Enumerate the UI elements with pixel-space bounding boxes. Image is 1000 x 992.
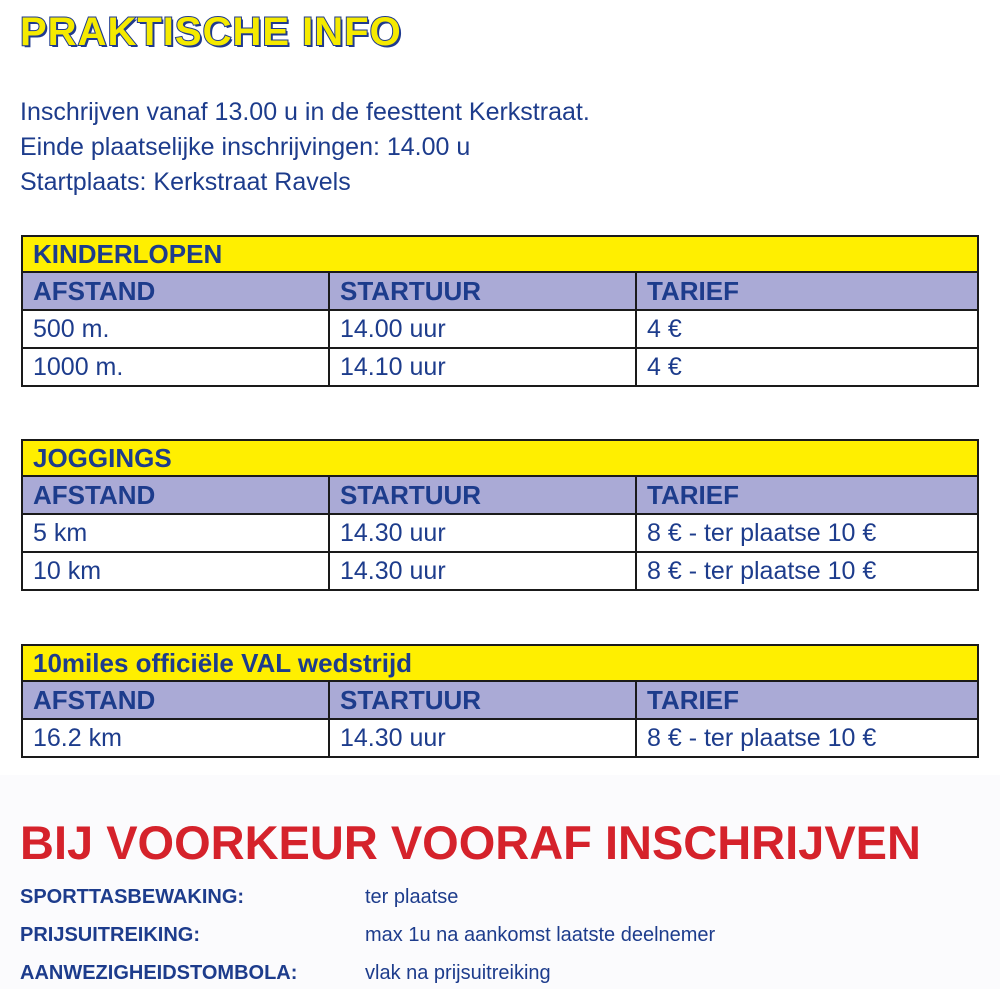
fact-value: max 1u na aankomst laatste deelnemer (365, 924, 716, 946)
table-row (22, 719, 978, 757)
intro-line-deadline: Einde plaatselijke inschrijvingen: 14.00 u (20, 133, 471, 161)
cell-distance: 10 km (22, 552, 329, 590)
cell-distance: 5 km (22, 514, 329, 552)
table-title: JOGGINGS (22, 440, 978, 476)
column-header-distance: AFSTAND (22, 476, 329, 514)
column-header-fee: TARIEF (636, 681, 978, 719)
table-10miles (21, 644, 979, 758)
cell-fee: 4 € (636, 310, 978, 348)
intro-line-start-location: Startplaats: Kerkstraat Ravels (20, 168, 351, 196)
registration-notice: BIJ VOORKEUR VOORAF INSCHRIJVEN (20, 816, 921, 869)
column-header-start: STARTUUR (329, 681, 636, 719)
fact-value: vlak na prijsuitreiking (365, 962, 551, 984)
column-header-start: STARTUUR (329, 272, 636, 310)
table-title: 10miles officiële VAL wedstrijd (22, 645, 978, 681)
cell-start: 14.30 uur (329, 719, 636, 757)
fact-label: AANWEZIGHEIDSTOMBOLA: (20, 962, 298, 984)
column-header-distance: AFSTAND (22, 681, 329, 719)
cell-distance: 500 m. (22, 310, 329, 348)
fact-value: ter plaatse (365, 886, 459, 908)
column-header-fee: TARIEF (636, 272, 978, 310)
page-title: PRAKTISCHE INFO (20, 10, 402, 54)
cell-fee: 8 € - ter plaatse 10 € (636, 552, 978, 590)
table-row (22, 552, 978, 590)
intro-text (20, 95, 590, 200)
cell-fee: 4 € (636, 348, 978, 386)
column-header-fee: TARIEF (636, 476, 978, 514)
cell-start: 14.30 uur (329, 514, 636, 552)
fact-label: PRIJSUITREIKING: (20, 924, 201, 946)
cell-fee: 8 € - ter plaatse 10 € (636, 719, 978, 757)
table-title: KINDERLOPEN (22, 236, 978, 272)
cell-start: 14.00 uur (329, 310, 636, 348)
cell-distance: 16.2 km (22, 719, 329, 757)
table-joggings (21, 439, 979, 591)
cell-start: 14.30 uur (329, 552, 636, 590)
fact-label: SPORTTASBEWAKING: (20, 886, 245, 908)
cell-start: 14.10 uur (329, 348, 636, 386)
cell-distance: 1000 m. (22, 348, 329, 386)
column-header-start: STARTUUR (329, 476, 636, 514)
table-kinderlopen (21, 235, 979, 387)
table-row (22, 310, 978, 348)
table-row (22, 348, 978, 386)
intro-line-registration: Inschrijven vanaf 13.00 u in de feesttent Kerkstraat. (20, 98, 590, 126)
table-row (22, 514, 978, 552)
column-header-distance: AFSTAND (22, 272, 329, 310)
cell-fee: 8 € - ter plaatse 10 € (636, 514, 978, 552)
